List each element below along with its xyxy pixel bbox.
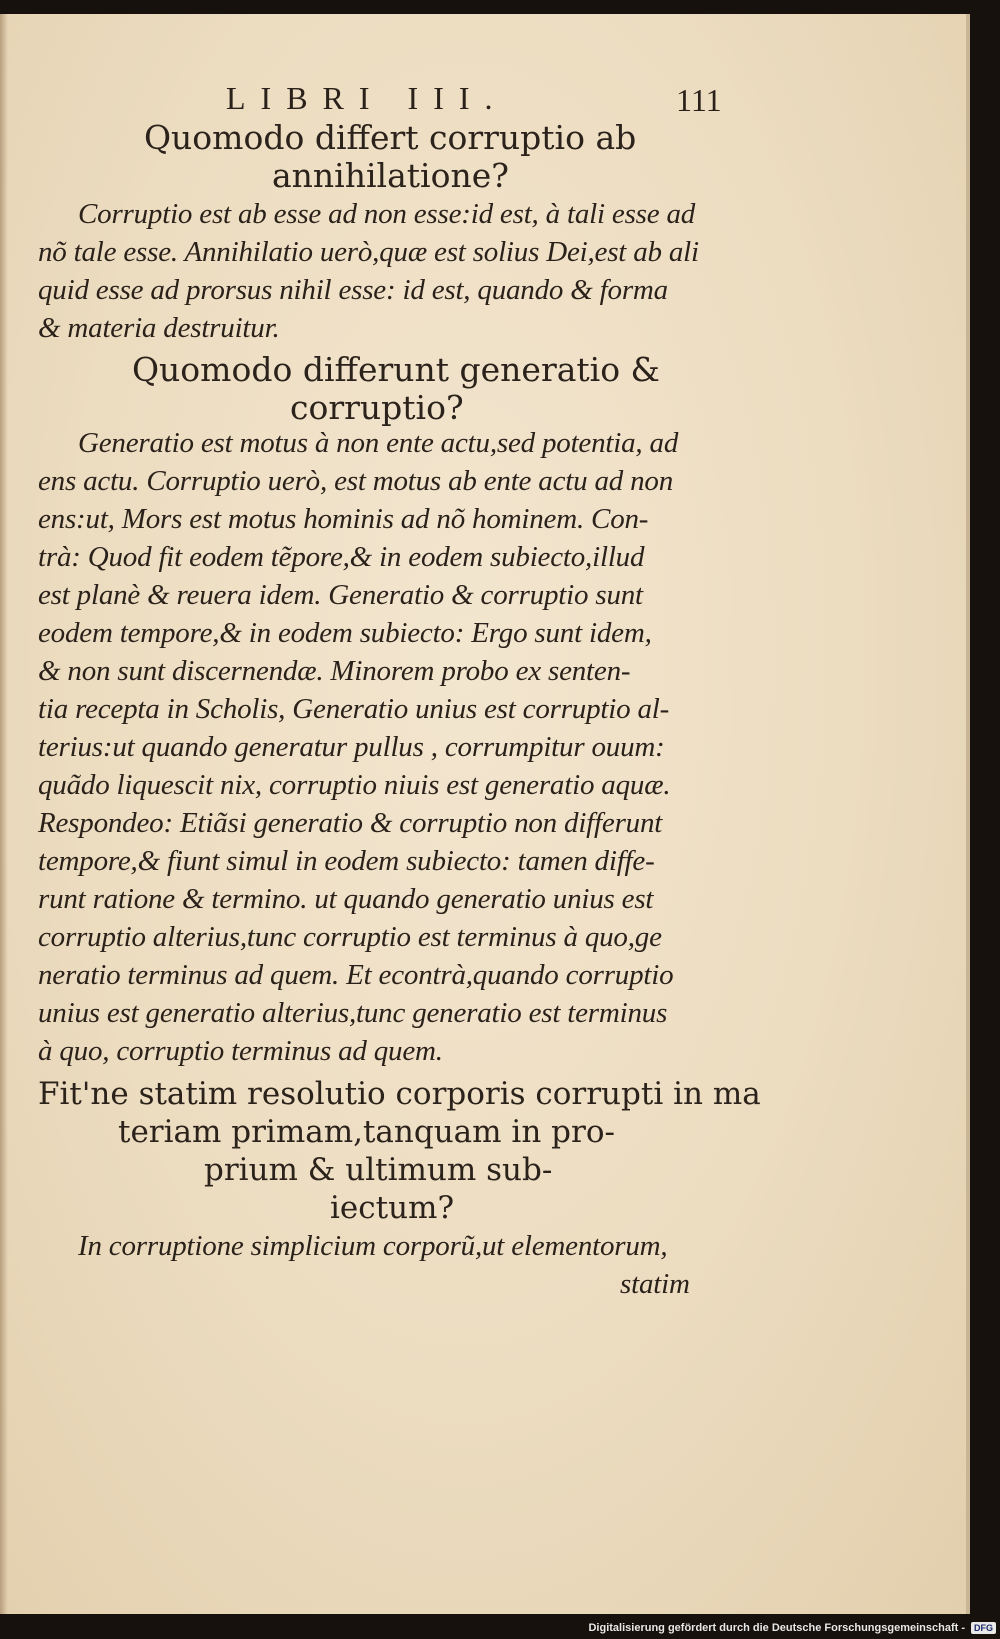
body-line: quid esse ad prorsus nihil esse: id est, quando & forma [38, 274, 668, 306]
section-heading-line: Quomodo differunt generatio & [132, 350, 660, 389]
body-line: Respondeo: Etiãsi generatio & corruptio non differunt [38, 807, 663, 839]
body-line: Corruptio est ab esse ad non esse:id est, à tali esse ad [78, 198, 696, 230]
credit-text: Digitalisierung gefördert durch die Deutsche Forschungsgemeinschaft - [588, 1622, 965, 1634]
body-line: ens:ut, Mors est motus hominis ad nõ hominem. Con- [38, 503, 649, 535]
body-line: corruptio alterius,tunc corruptio est terminus à quo,ge [38, 921, 662, 953]
catchword: statim [620, 1268, 690, 1300]
body-line: à quo, corruptio terminus ad quem. [38, 1035, 443, 1067]
section-heading-line: prium & ultimum sub- [204, 1152, 553, 1188]
page-number: 111 [676, 82, 722, 118]
body-line: ens actu. Corruptio uerò, est motus ab ente actu ad non [38, 465, 674, 497]
body-line: eodem tempore,& in eodem subiecto: Ergo sunt idem, [38, 617, 652, 649]
body-line: terius:ut quando generatur pullus , corrumpitur ouum: [38, 731, 665, 763]
body-line: tempore,& fiunt simul in eodem subiecto: tamen diffe- [38, 845, 655, 877]
body-line: & materia destruitur. [38, 312, 280, 344]
body-line: trà: Quod fit eodem tẽpore,& in eodem subiecto,illud [38, 541, 645, 573]
section-heading-line: teriam primam,tanquam in pro- [118, 1114, 615, 1150]
body-line: quãdo liquescit nix, corruptio niuis est generatio aquæ. [38, 769, 671, 801]
section-heading-line: annihilatione? [272, 156, 509, 195]
section-heading-line: Fit'ne statim resolutio corporis corrupti in ma [38, 1076, 761, 1112]
body-line: unius est generatio alterius,tunc generatio est terminus [38, 997, 668, 1029]
body-line: & non sunt discernendæ. Minorem probo ex senten- [38, 655, 631, 687]
section-heading-line: corruptio? [290, 388, 464, 427]
body-line: est planè & reuera idem. Generatio & corruptio sunt [38, 579, 643, 611]
body-line: neratio terminus ad quem. Et econtrà,quando corruptio [38, 959, 674, 991]
body-line: Generatio est motus à non ente actu,sed potentia, ad [78, 427, 679, 459]
body-line: nõ tale esse. Annihilatio uerò,quæ est solius Dei,est ab ali [38, 236, 699, 268]
section-heading-line: Quomodo differt corruptio ab [144, 118, 637, 157]
digitization-credit [588, 1620, 996, 1636]
dfg-logo: DFG [971, 1622, 996, 1634]
body-line: In corruptione simplicium corporũ,ut elementorum, [78, 1230, 668, 1262]
body-line: runt ratione & termino. ut quando generatio unius est [38, 883, 654, 915]
page-gutter-shadow [0, 14, 8, 1614]
body-line: tia recepta in Scholis, Generatio unius est corruptio al- [38, 693, 670, 725]
section-heading-line: iectum? [330, 1190, 455, 1226]
running-title: LIBRI III. [226, 80, 508, 116]
